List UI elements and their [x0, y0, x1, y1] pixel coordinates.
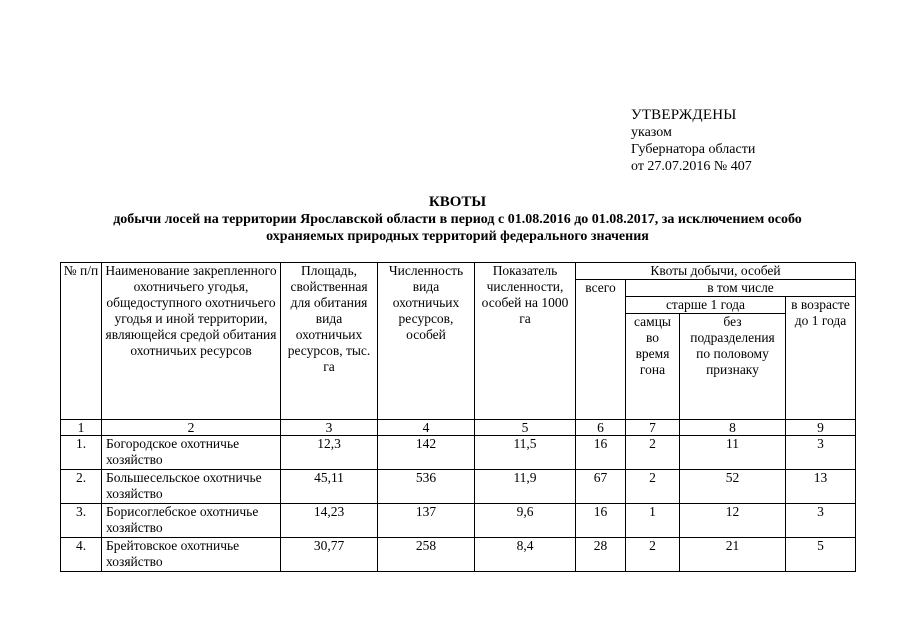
- header-males: самцы во время гона: [626, 314, 680, 420]
- approval-authority: Губернатора области: [631, 142, 756, 157]
- table-row: [61, 504, 856, 538]
- column-number: 5: [475, 420, 576, 436]
- header-young: в возрасте до 1 года: [786, 297, 856, 420]
- header-total: всего: [576, 280, 626, 420]
- row-total: 16: [576, 504, 626, 538]
- quota-table: [60, 262, 856, 572]
- column-number: 4: [378, 420, 475, 436]
- row-no-sex: 21: [680, 538, 786, 572]
- column-number: 1: [61, 420, 102, 436]
- row-population: 536: [378, 470, 475, 504]
- row-name: Большесельское охотничье хозяйство: [102, 470, 281, 504]
- column-number: 6: [576, 420, 626, 436]
- header-population: Численность вида охотничьих ресурсов, особей: [378, 263, 475, 420]
- row-total: 67: [576, 470, 626, 504]
- row-total: 16: [576, 436, 626, 470]
- row-males: 1: [626, 504, 680, 538]
- row-no-sex: 11: [680, 436, 786, 470]
- row-number: 4.: [61, 538, 102, 572]
- row-males: 2: [626, 538, 680, 572]
- row-number: 1.: [61, 436, 102, 470]
- document-title: [60, 194, 855, 245]
- row-area: 12,3: [281, 436, 378, 470]
- approval-date: от 27.07.2016 № 407: [631, 159, 752, 174]
- row-number: 2.: [61, 470, 102, 504]
- row-name: Богородское охотничье хозяйство: [102, 436, 281, 470]
- header-number: № п/п: [61, 263, 102, 420]
- row-area: 45,11: [281, 470, 378, 504]
- row-no-sex: 12: [680, 504, 786, 538]
- table-row: [61, 436, 856, 470]
- row-males: 2: [626, 436, 680, 470]
- title-subtitle-line2: охраняемых природных территорий федерального значения: [266, 229, 649, 244]
- row-area: 14,23: [281, 504, 378, 538]
- row-name: Брейтовское охотничье хозяйство: [102, 538, 281, 572]
- row-young: 3: [786, 436, 856, 470]
- row-young: 5: [786, 538, 856, 572]
- row-males: 2: [626, 470, 680, 504]
- column-number: 3: [281, 420, 378, 436]
- header-including: в том числе: [626, 280, 856, 297]
- row-population: 142: [378, 436, 475, 470]
- header-quota-group: Квоты добычи, особей: [576, 263, 856, 280]
- row-total: 28: [576, 538, 626, 572]
- column-number: 8: [680, 420, 786, 436]
- row-population: 258: [378, 538, 475, 572]
- row-name: Борисоглебское охотничье хозяйство: [102, 504, 281, 538]
- approval-stamp: [631, 107, 755, 175]
- row-no-sex: 52: [680, 470, 786, 504]
- column-number: 9: [786, 420, 856, 436]
- row-density: 8,4: [475, 538, 576, 572]
- approval-heading: УТВЕРЖДЕНЫ: [631, 107, 737, 123]
- header-area: Площадь, свойственная для обитания вида охотничьих ресурсов, тыс. га: [281, 263, 378, 420]
- row-density: 11,9: [475, 470, 576, 504]
- header-name: Наименование закрепленного охотничьего угодья, общедоступного охотничьего угодья и иной территории, являющейся средой обитания охотничьих ресурсов: [102, 263, 281, 420]
- row-density: 11,5: [475, 436, 576, 470]
- header-older: старше 1 года: [626, 297, 786, 314]
- table-row: [61, 470, 856, 504]
- row-young: 3: [786, 504, 856, 538]
- table-row: [61, 538, 856, 572]
- column-number-row: [61, 420, 856, 436]
- header-density: Показатель численности, особей на 1000 га: [475, 263, 576, 420]
- approval-decree: указом: [631, 125, 672, 140]
- row-density: 9,6: [475, 504, 576, 538]
- row-area: 30,77: [281, 538, 378, 572]
- header-no-sex: без подразделения по половому признаку: [680, 314, 786, 420]
- title-heading: КВОТЫ: [428, 194, 487, 210]
- column-number: 2: [102, 420, 281, 436]
- title-subtitle-line1: добычи лосей на территории Ярославской области в период с 01.08.2016 до 01.08.2017, за исключением особо: [113, 212, 802, 227]
- row-number: 3.: [61, 504, 102, 538]
- row-population: 137: [378, 504, 475, 538]
- row-young: 13: [786, 470, 856, 504]
- column-number: 7: [626, 420, 680, 436]
